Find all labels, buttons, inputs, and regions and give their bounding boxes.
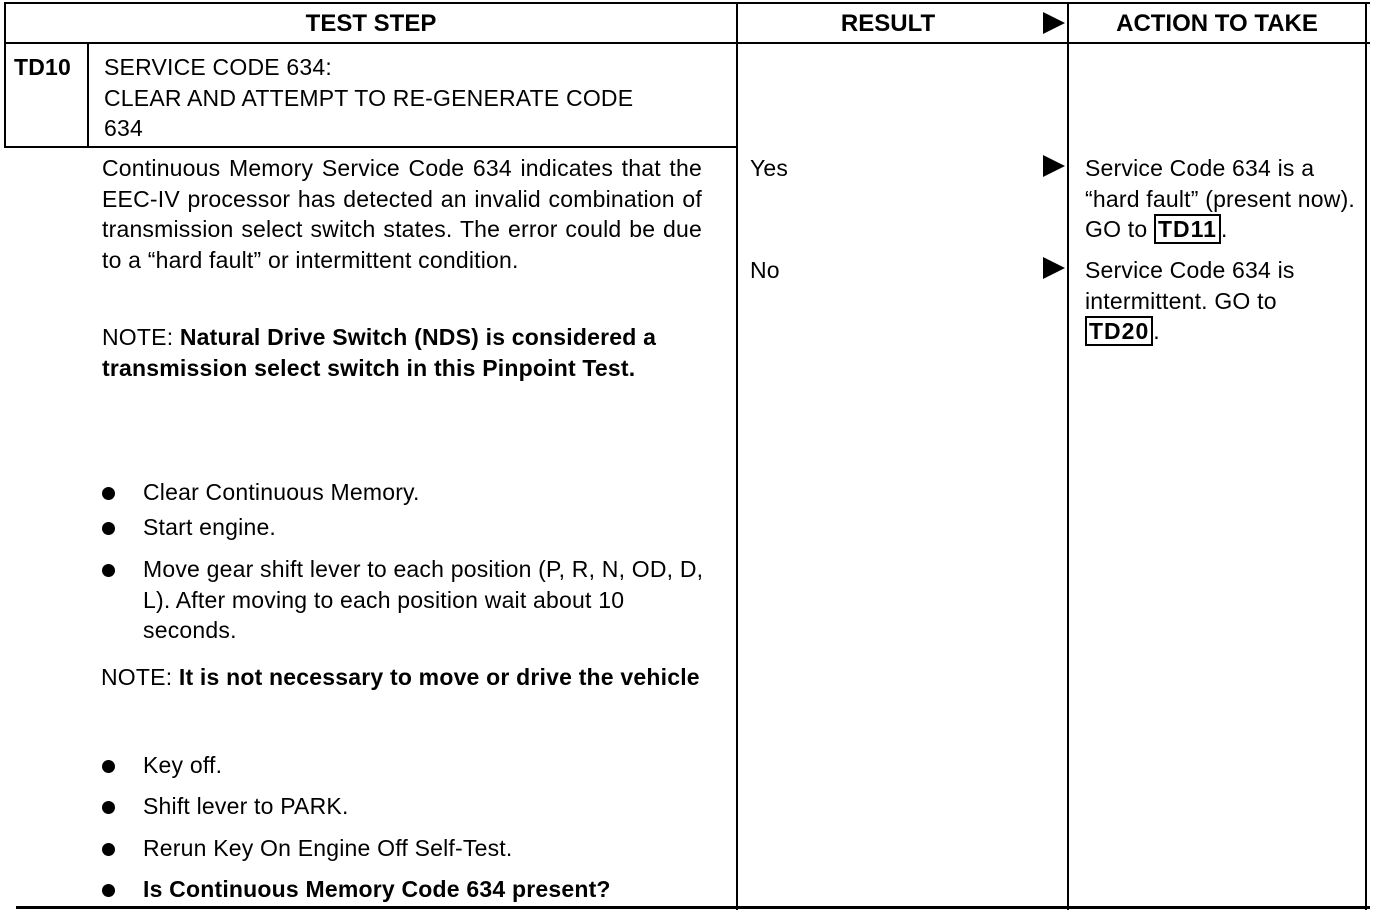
bullet-item: Key off.	[143, 752, 223, 778]
action-no	[1085, 255, 1347, 347]
goto-td11-link[interactable]: TD11	[1154, 214, 1221, 244]
bullet-dot	[102, 760, 115, 773]
intro-paragraph: Continuous Memory Service Code 634 indicates that the EEC-IV processor has detected an invalid combination of transmission select switch states. The error could be due to a “hard fault” or intermittent condition.	[102, 155, 702, 273]
action-yes-end: .	[1220, 216, 1228, 242]
result-no: No	[750, 257, 780, 283]
step-title-line2: CLEAR AND ATTEMPT TO RE-GENERATE CODE	[104, 84, 634, 111]
result-yes-arrow-icon	[1043, 155, 1065, 177]
note-2-label: NOTE:	[101, 664, 179, 690]
note-1	[102, 322, 722, 383]
header-test-step: TEST STEP	[305, 10, 437, 37]
header-action: ACTION TO TAKE	[1116, 10, 1318, 37]
bullet-item-question: Is Continuous Memory Code 634 present?	[143, 876, 611, 902]
step-id: TD10	[14, 54, 72, 80]
column-divider-result	[736, 2, 738, 910]
action-yes-text: Service Code 634 is a “hard fault” (present now). GO to	[1085, 155, 1356, 242]
step-title	[104, 52, 724, 144]
column-divider-action	[1067, 2, 1069, 910]
action-no-text: Service Code 634 is intermittent. GO to	[1085, 257, 1295, 314]
table-bottom-border	[16, 906, 1370, 909]
bullet-dot	[102, 487, 115, 500]
step-title-bottom-border	[4, 146, 737, 148]
header-arrow-icon	[1043, 12, 1065, 34]
note-2	[101, 662, 701, 693]
header-result: RESULT	[840, 10, 936, 37]
goto-td20-link[interactable]: TD20	[1085, 316, 1153, 346]
bullet-item: Rerun Key On Engine Off Self-Test.	[143, 835, 513, 861]
bullet-dot	[102, 801, 115, 814]
step-id-divider	[87, 42, 89, 148]
note-1-label: NOTE:	[102, 324, 180, 350]
bullet-dot	[102, 522, 115, 535]
bullet-dot	[102, 843, 115, 856]
bullet-item: Start engine.	[143, 514, 277, 540]
step-title-line3: 634	[104, 115, 143, 141]
step-title-line1: SERVICE CODE 634:	[104, 54, 332, 80]
bullet-dot	[102, 884, 115, 897]
table-right-border	[1365, 2, 1367, 910]
action-yes	[1085, 153, 1355, 245]
note-2-text: It is not necessary to move or drive the vehicle	[178, 664, 700, 690]
note-1-text: Natural Drive Switch (NDS) is considered a transmission select switch in this Pinpoint Test.	[102, 324, 657, 381]
bullet-item: Move gear shift lever to each position (P, R, N, OD, D, L). After moving to each position wait about 10 seconds.	[143, 556, 704, 643]
result-no-arrow-icon	[1043, 257, 1065, 279]
bullet-item: Clear Continuous Memory.	[143, 479, 420, 505]
action-no-end: .	[1153, 318, 1160, 344]
bullet-item: Shift lever to PARK.	[143, 793, 349, 819]
result-yes: Yes	[750, 155, 789, 181]
bullet-dot	[102, 564, 115, 577]
